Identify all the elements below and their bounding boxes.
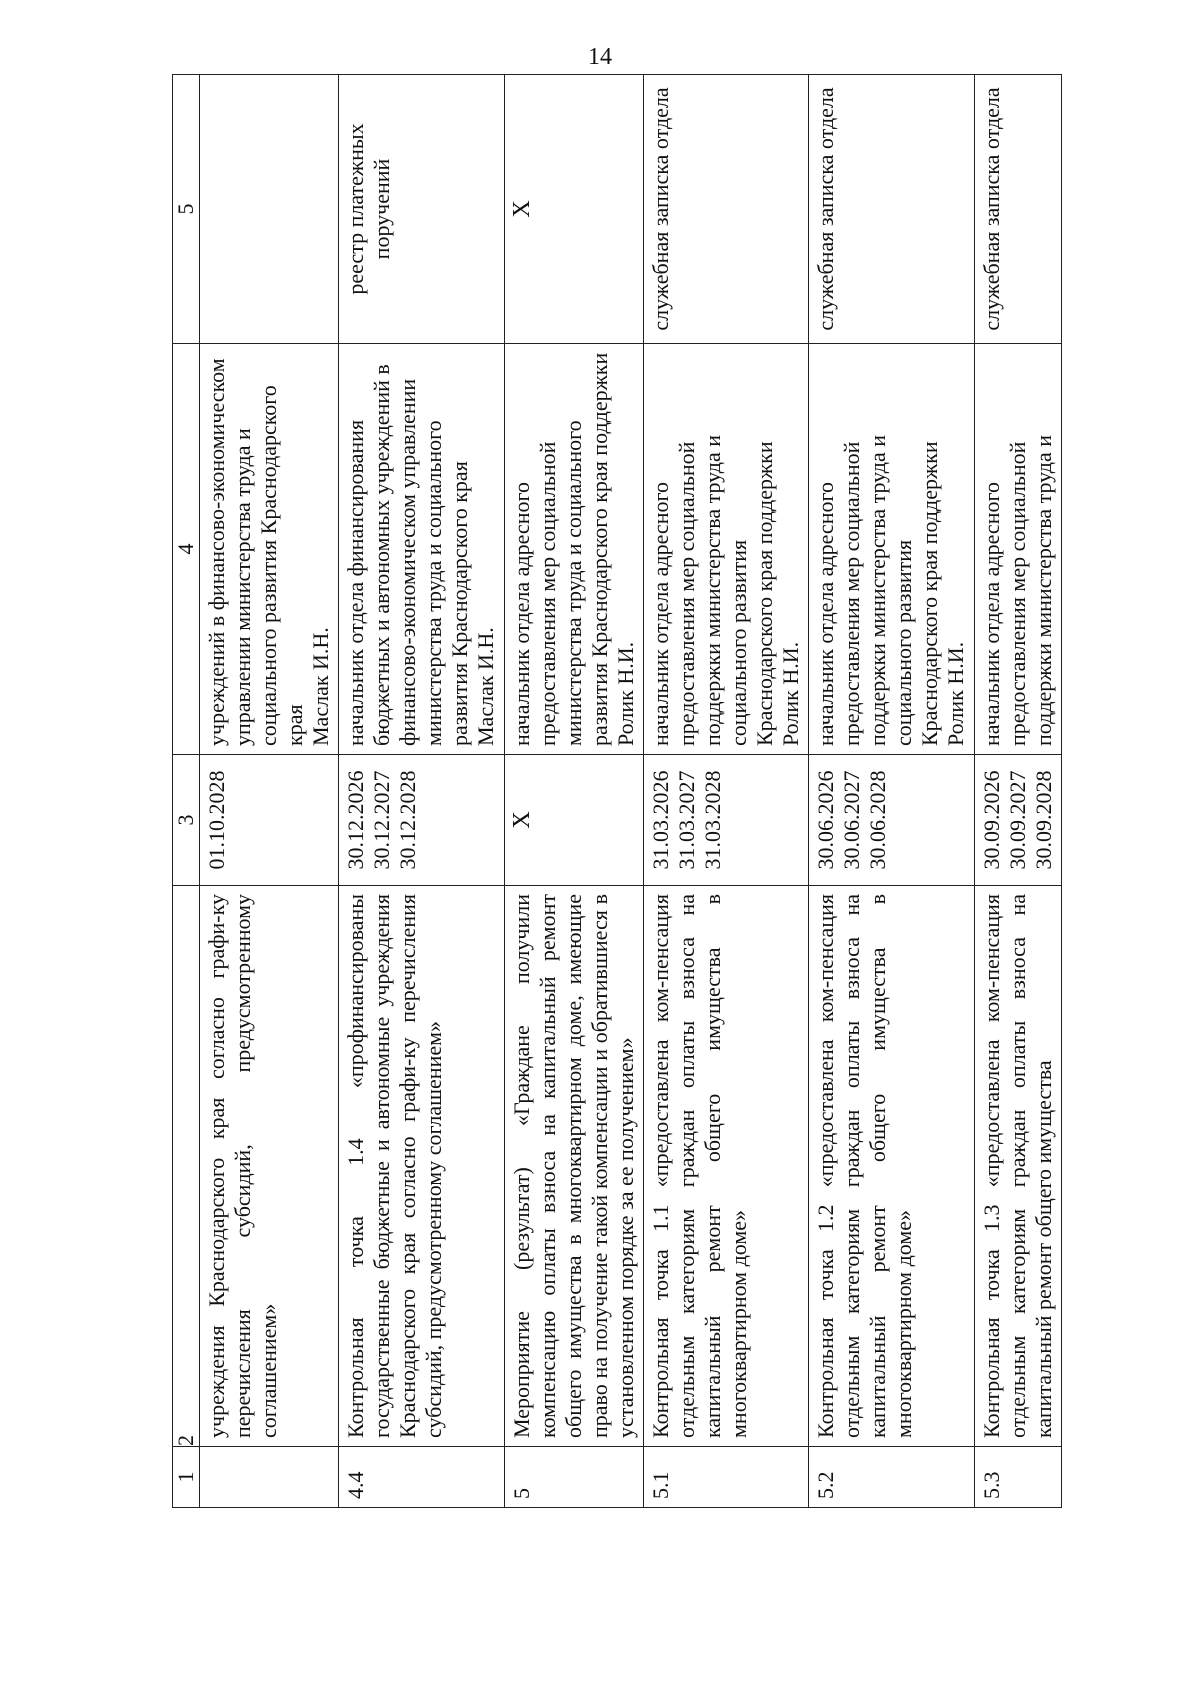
row-number: 5.1 — [648, 1471, 673, 1499]
responsible-text: Маслак И.Н. — [473, 627, 499, 746]
row-number-cell — [974, 1447, 1061, 1508]
deadline-date: 31.03.2028 — [700, 770, 725, 870]
column-header-3: 3 — [173, 755, 200, 886]
table-row — [200, 75, 339, 1508]
deadline-date: 30.12.2027 — [369, 770, 395, 870]
description-text: учреждения Краснодарского края согласно графи-ку перечисления субсидий, предусмотренному соглашением» — [204, 894, 281, 1438]
description-text: Контрольная точка 1.4 «профинансированы государственные бюджетные и автономные учреждения Краснодарского края согласно графи-ку перечисления субсидий, предусмотренному соглашением» — [343, 894, 447, 1438]
responsible-text: начальник отдела адресного предоставления мер социальной поддержки министерства труда и — [978, 434, 1056, 746]
responsible-text: Маслак И.Н. — [308, 627, 333, 746]
document-cell — [644, 75, 809, 344]
row-number-cell — [339, 1447, 504, 1508]
dates-cell — [339, 755, 504, 886]
not-applicable-mark: Х — [508, 200, 535, 218]
deadline-date: 30.06.2026 — [813, 770, 839, 870]
responsible-text: Ролик Н.И. — [612, 641, 638, 746]
row-number-cell — [504, 1447, 643, 1508]
document-type: служебная записка отдела — [978, 87, 1004, 331]
row-number-cell — [200, 1447, 339, 1508]
responsible-text: Ролик Н.И. — [943, 641, 969, 746]
deadline-date: 01.10.2028 — [204, 770, 229, 870]
deadline-date: 30.09.2027 — [1004, 770, 1030, 870]
description-cell — [339, 886, 504, 1447]
table-body — [200, 75, 1062, 1508]
responsible-text: начальник отдела адресного предоставления мер социальной министерства труда и социального развития Краснодарского края поддержки — [508, 352, 612, 746]
not-applicable-mark: Х — [508, 811, 535, 829]
row-number: 5 — [508, 1488, 534, 1499]
dates-cell — [809, 755, 974, 886]
description-cell — [809, 886, 974, 1447]
deadline-date: 30.12.2026 — [343, 770, 369, 870]
document-type: служебная записка отдела — [648, 87, 673, 331]
row-number: 4.4 — [343, 1471, 369, 1499]
responsible-cell — [644, 344, 809, 755]
document-cell — [339, 75, 504, 344]
description-text: Контрольная точка 1.3 «предоставлена ком-пенсация отдельным категориям граждан оплаты взноса на капитальный ремонт общего имущества — [978, 894, 1056, 1438]
deadline-date: 30.06.2027 — [839, 770, 865, 870]
table-row — [809, 75, 974, 1508]
document-type: реестр платежных поручений — [343, 123, 395, 295]
document-cell — [809, 75, 974, 344]
description-text: Контрольная точка 1.1 «предоставлена ком-пенсация отдельным категориям граждан оплаты взноса на капитальный ремонт общего имущества в многоквартирном доме» — [648, 894, 751, 1438]
document-type: служебная записка отдела — [813, 87, 839, 331]
document-cell — [200, 75, 339, 344]
dates-cell — [974, 755, 1061, 886]
responsible-cell — [200, 344, 339, 755]
responsible-cell — [974, 344, 1061, 755]
responsible-text: начальник отдела адресного предоставления мер социальной поддержки министерства труда и социального развития — [648, 434, 751, 746]
column-header-1: 1 — [173, 1447, 200, 1508]
dates-cell — [504, 755, 643, 886]
dates-cell — [200, 755, 339, 886]
page-number: 14 — [588, 44, 612, 70]
description-cell — [974, 886, 1061, 1447]
row-number: 5.2 — [813, 1471, 839, 1499]
responsible-cell — [809, 344, 974, 755]
deadline-date: 30.09.2026 — [978, 770, 1004, 870]
description-cell — [200, 886, 339, 1447]
column-header-4: 4 — [173, 344, 200, 755]
deadline-date: 30.09.2028 — [1030, 770, 1056, 870]
responsible-cell — [339, 344, 504, 755]
description-text: Контрольная точка 1.2 «предоставлена ком-пенсация отдельным категориям граждан оплаты взноса на капитальный ремонт общего имущества в многоквартирном доме» — [813, 894, 917, 1438]
column-header-5: 5 — [173, 75, 200, 344]
rotated-table-frame — [172, 80, 1062, 1508]
responsible-text: начальник отдела финансирования бюджетных и автономных учреждений в финансово-экономическом управлении министерства труда и социального развития Краснодарского края — [343, 364, 473, 746]
table-row — [644, 75, 809, 1508]
deadline-date: 30.06.2028 — [865, 770, 891, 870]
table-row — [974, 75, 1061, 1508]
responsible-text: начальник отдела адресного предоставления мер социальной поддержки министерства труда и социального развития — [813, 434, 917, 746]
responsible-text: Краснодарского края поддержки — [752, 441, 777, 746]
responsible-text: Краснодарского края поддержки — [917, 441, 943, 746]
deadline-date: 31.03.2027 — [674, 770, 699, 870]
document-cell — [974, 75, 1061, 344]
description-cell — [504, 886, 643, 1447]
row-number-cell — [644, 1447, 809, 1508]
column-header-2: 2 — [173, 886, 200, 1447]
row-number-cell — [809, 1447, 974, 1508]
table-row — [339, 75, 504, 1508]
table-header-row — [173, 75, 200, 1508]
document-cell — [504, 75, 643, 344]
rotated-table-area — [172, 80, 1200, 1499]
responsible-text: Ролик Н.И. — [778, 641, 803, 746]
description-cell — [644, 886, 809, 1447]
responsible-text: учреждений в финансово-экономическом управлении министерства труда и социального развития Краснодарского края — [204, 358, 307, 746]
row-number: 5.3 — [978, 1471, 1004, 1499]
deadline-date: 30.12.2028 — [395, 770, 421, 870]
table-row — [504, 75, 643, 1508]
dates-cell — [644, 755, 809, 886]
description-text: Мероприятие (результат) «Граждане получили компенсацию оплаты взноса на капитальный ремонт общего имущества в многоквартирном доме, имеющие право на получение такой компенсации и обратившиеся в установленном порядке за ее получением» — [508, 894, 638, 1438]
control-points-table — [172, 74, 1062, 1508]
responsible-cell — [504, 344, 643, 755]
deadline-date: 31.03.2026 — [648, 770, 673, 870]
